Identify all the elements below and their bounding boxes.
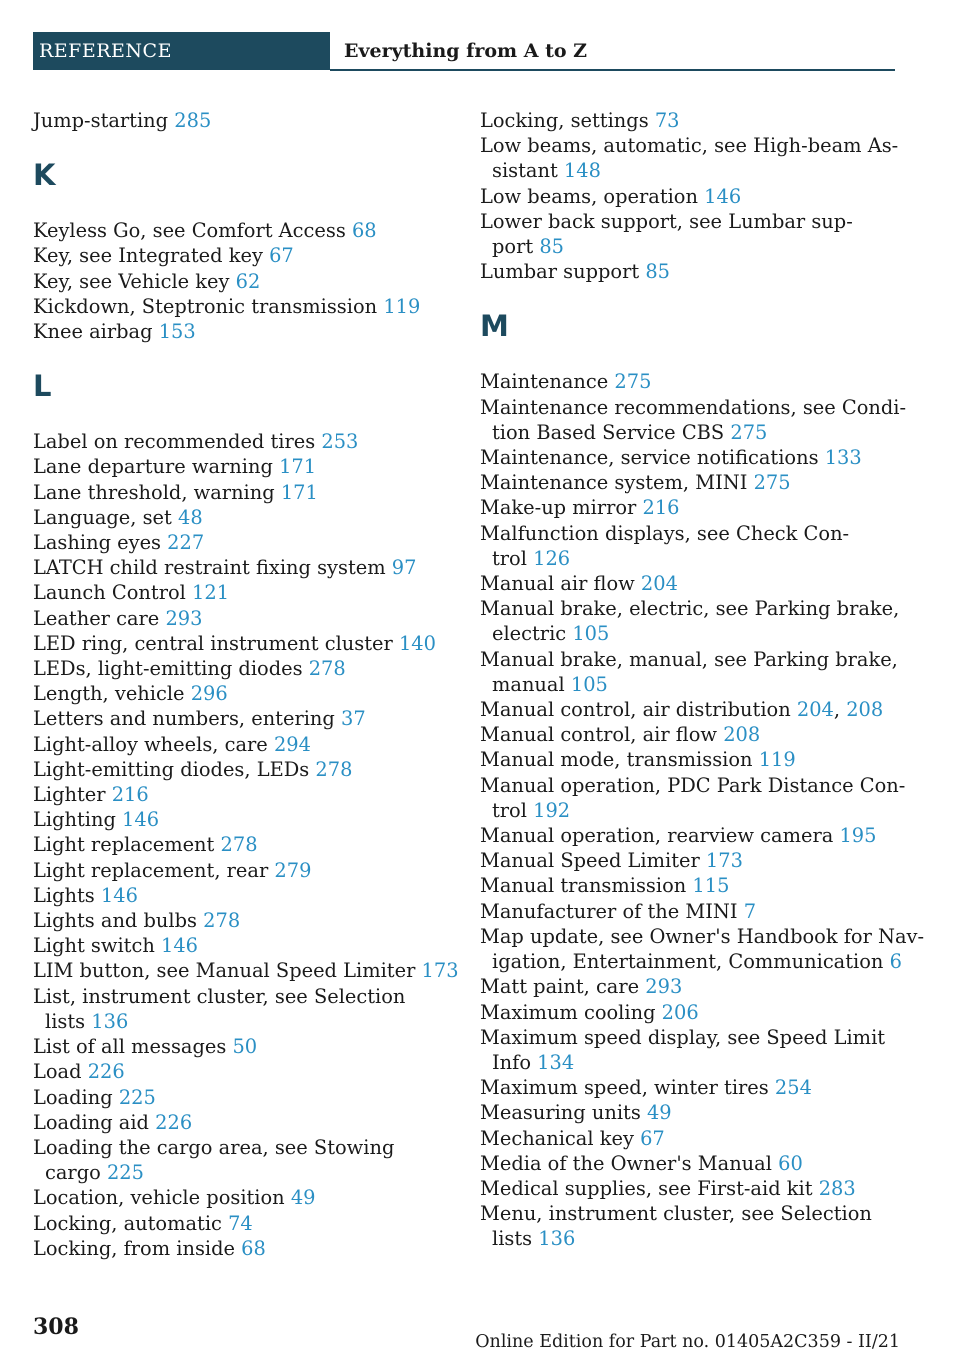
index-letter-heading: L: [33, 369, 52, 404]
index-entry: [480, 369, 900, 394]
index-entry-text: LATCH child restraint fixing system: [33, 556, 386, 580]
index-entry-text: Medical supplies, see First-aid kit: [480, 1176, 813, 1200]
index-entry: [33, 580, 463, 605]
index-entry: [33, 1236, 463, 1261]
page-number: 308: [33, 1314, 79, 1340]
page-reference-link[interactable]: 68: [241, 1236, 266, 1260]
index-entry-text: Manufacturer of the MINI: [480, 899, 738, 923]
page-reference-link[interactable]: 225: [106, 1161, 144, 1185]
page-reference-link[interactable]: 171: [279, 455, 317, 479]
index-entry-text: Locking, automatic: [33, 1211, 222, 1235]
index-entry: [480, 848, 900, 873]
page-reference-link[interactable]: 49: [646, 1101, 672, 1125]
index-entry: [33, 1135, 463, 1185]
index-entry: [33, 631, 463, 656]
page-reference-link[interactable]: 105: [572, 622, 610, 646]
index-entry: [33, 1211, 463, 1236]
page-reference-link[interactable]: 48: [178, 505, 203, 529]
index-entry: [480, 259, 900, 284]
index-entry-text: Maintenance, service notifications: [480, 446, 819, 470]
page-reference-link[interactable]: 115: [692, 874, 730, 898]
index-entry: [480, 773, 906, 823]
page-reference-link[interactable]: 226: [155, 1110, 193, 1134]
page-reference-link[interactable]: 294: [273, 732, 311, 756]
index-letter-heading: M: [480, 309, 509, 344]
index-entry-text: Jump-starting: [33, 109, 169, 132]
page-reference-link[interactable]: 6: [889, 950, 902, 974]
index-entry-text: Kickdown, Steptronic transmission: [33, 294, 378, 318]
index-entry: [33, 757, 463, 782]
index-entry: [33, 706, 463, 731]
index-entry-text: Lights: [33, 883, 95, 907]
page-reference-link[interactable]: 278: [308, 657, 346, 681]
page-reference-link[interactable]: 208: [723, 723, 761, 747]
page-reference-link[interactable]: 278: [220, 833, 258, 857]
page-reference-link[interactable]: 7: [743, 899, 757, 923]
page-reference-link[interactable]: 253: [321, 430, 359, 454]
index-entry-text: LIM button, see Manual Speed Limiter: [33, 959, 416, 983]
page-reference-link[interactable]: 85: [645, 260, 671, 284]
index-entry: [480, 495, 900, 520]
index-entry-text: trol: [492, 546, 527, 570]
index-entry-text: Location, vehicle position: [33, 1186, 285, 1210]
page-reference-link[interactable]: 146: [704, 184, 742, 208]
index-entry: [33, 883, 463, 908]
index-entry-text: Loading: [33, 1085, 113, 1109]
index-entry-text: electric: [492, 622, 567, 646]
index-entry-text: Light replacement, rear: [33, 858, 269, 882]
index-entry: [480, 1075, 900, 1100]
index-entry-text: List, instrument cluster, see Selection: [33, 984, 406, 1008]
index-entry-text: Lumbar support: [480, 260, 640, 284]
index-entry-text: Manual operation, rearview camera: [480, 824, 834, 848]
index-entry-text: Manual transmission: [480, 874, 687, 898]
index-entry: [33, 1059, 463, 1084]
index-entry: [33, 218, 463, 243]
index-entry-text: Lane departure warning: [33, 455, 273, 479]
index-entry-text: Keyless Go, see Comfort Access: [33, 219, 346, 243]
index-entry: [480, 1151, 900, 1176]
index-entry: [480, 747, 900, 772]
page-reference-link[interactable]: 293: [165, 606, 203, 630]
index-letter-heading: K: [33, 158, 56, 193]
index-entry: [480, 1126, 900, 1151]
page-reference-link[interactable]: 121: [192, 581, 230, 605]
index-entry: [480, 823, 900, 848]
index-entry: [480, 722, 900, 747]
index-entry: [33, 807, 463, 832]
page-reference-link[interactable]: 148: [563, 159, 601, 183]
index-entry-text: Manual brake, electric, see Parking brake,: [480, 597, 900, 621]
page-reference-link[interactable]: 119: [758, 748, 796, 772]
page-reference-link[interactable]: 73: [654, 109, 680, 132]
page-reference-link[interactable]: 226: [87, 1060, 125, 1084]
index-entry: [480, 1000, 900, 1025]
index-entry-text: LED ring, central instrument cluster: [33, 631, 393, 655]
page-reference-link[interactable]: 62: [235, 269, 261, 293]
header-rule: [330, 69, 895, 71]
page-reference-link[interactable]: 275: [730, 420, 768, 444]
index-entry-text: Measuring units: [480, 1101, 641, 1125]
page-reference-link[interactable]: 97: [391, 556, 417, 580]
page-reference-link[interactable]: 206: [661, 1000, 699, 1024]
index-entry-text: Maintenance system, MINI: [480, 471, 748, 495]
index-entry: [33, 429, 463, 454]
index-entry: [480, 596, 900, 646]
index-entry: [33, 606, 463, 631]
index-entry-text: port: [492, 235, 534, 259]
index-entry-text: Key, see Vehicle key: [33, 269, 230, 293]
index-entry-text: Lighting: [33, 808, 116, 832]
index-entry-text: tion Based Service CBS: [492, 420, 725, 444]
index-entry-text: Manual air flow: [480, 572, 635, 596]
page-reference-link[interactable]: 68: [351, 219, 377, 243]
index-entry-text: Maintenance recommendations, see Condi-: [480, 395, 907, 419]
index-entry-text: Map update, see Owner's Handbook for Nav-: [480, 924, 925, 948]
index-entry-text: Manual control, air distribution: [480, 698, 791, 722]
page-reference-link[interactable]: 49: [290, 1186, 316, 1210]
index-entry: [480, 184, 900, 209]
index-entry: [33, 1034, 463, 1059]
index-entry-text: Light-alloy wheels, care: [33, 732, 268, 756]
index-entry: [33, 294, 463, 319]
index-entry: [480, 521, 900, 571]
index-entry: [33, 984, 463, 1034]
index-entry: [33, 269, 463, 294]
page-reference-link[interactable]: 140: [398, 631, 436, 655]
index-entry: [480, 974, 900, 999]
page-reference-link[interactable]: 50: [232, 1035, 258, 1059]
footer-edition: Online Edition for Part no. 01405A2C359 - II/21: [475, 1332, 900, 1352]
index-entry-text: Low beams, operation: [480, 184, 698, 208]
index-entry: [33, 908, 463, 933]
page-reference-link[interactable]: 146: [161, 934, 199, 958]
index-entry: [480, 899, 900, 924]
index-entry: [480, 924, 925, 974]
index-entry-text: trol: [492, 798, 527, 822]
page-reference-link[interactable]: 133: [824, 446, 862, 470]
index-entry-text: Maintenance: [480, 370, 609, 394]
index-entry: [33, 505, 463, 530]
index-entry-text: Load: [33, 1060, 82, 1084]
index-entry: Manual control, air distribution 204, 208: [480, 698, 884, 722]
index-entry: [480, 1100, 900, 1125]
page-reference-link[interactable]: 275: [614, 370, 652, 394]
index-entry-text: Malfunction displays, see Check Con-: [480, 521, 850, 545]
index-entry: [480, 1176, 900, 1201]
index-entry-text: cargo: [45, 1161, 101, 1185]
page-reference-link[interactable]: 204: [640, 572, 678, 596]
page-reference-link[interactable]: 227: [167, 531, 205, 555]
index-entry-text: Lower back support, see Lumbar sup-: [480, 209, 853, 233]
index-entry-text: Letters and numbers, entering: [33, 707, 335, 731]
page-reference-link[interactable]: 254: [774, 1076, 812, 1100]
page-reference-link[interactable]: 192: [533, 798, 571, 822]
index-entry-text: Lights and bulbs: [33, 909, 197, 933]
index-entry-text: Light replacement: [33, 833, 215, 857]
index-entry: [33, 1110, 463, 1135]
index-entry-text: Light-emitting diodes, LEDs: [33, 757, 310, 781]
page-reference-link[interactable]: 105: [570, 672, 608, 696]
index-entry: [480, 1201, 900, 1251]
index-entry: [33, 319, 463, 344]
index-entry: [33, 243, 463, 268]
index-entry-text: LEDs, light-emitting diodes: [33, 657, 303, 681]
index-entry: [33, 555, 463, 580]
index-entry-text: Info: [492, 1050, 531, 1074]
index-entry: [33, 1085, 463, 1110]
index-entry: [480, 873, 900, 898]
index-entry: [33, 530, 463, 555]
page-reference-link[interactable]: 173: [421, 959, 459, 983]
index-entry-text: Leather care: [33, 606, 160, 630]
index-entry-text: Maximum speed, winter tires: [480, 1076, 769, 1100]
page-reference-link[interactable]: 146: [122, 808, 160, 832]
index-entry-text: Media of the Owner's Manual: [480, 1151, 772, 1175]
page-reference-link[interactable]: 204: [796, 698, 834, 722]
index-entry: [480, 395, 907, 445]
page-reference-link[interactable]: 37: [341, 707, 366, 731]
page-reference-link[interactable]: 173: [705, 849, 743, 873]
page-reference-link[interactable]: 275: [753, 471, 791, 495]
index-entry-text: Key, see Integrated key: [33, 244, 263, 268]
page-reference-link[interactable]: 279: [274, 858, 312, 882]
index-entry: [480, 108, 900, 133]
page-reference-link[interactable]: 136: [91, 1009, 129, 1033]
index-entry-text: Manual control, air flow: [480, 723, 718, 747]
index-entry-text: Locking, settings: [480, 109, 649, 132]
index-entry-text: Manual operation, PDC Park Distance Con-: [480, 773, 906, 797]
index-entry: [480, 571, 900, 596]
index-entry-text: Lighter: [33, 783, 106, 807]
page-reference-link[interactable]: 153: [158, 320, 196, 344]
index-entry-text: manual: [492, 672, 565, 696]
index-entry-text: Lane threshold, warning: [33, 480, 275, 504]
index-entry-text: lists: [45, 1009, 86, 1033]
page-reference-link[interactable]: 283: [818, 1176, 856, 1200]
index-entry-text: List of all messages: [33, 1035, 227, 1059]
index-entry: [33, 1185, 463, 1210]
index-entry-text: Manual mode, transmission: [480, 748, 753, 772]
index-entry-text: Low beams, automatic, see High-beam As-: [480, 134, 899, 158]
index-entry: [480, 1025, 900, 1075]
page-reference-link[interactable]: 225: [118, 1085, 156, 1109]
index-entry-text: Locking, from inside: [33, 1236, 235, 1260]
index-entry-text: Maximum speed display, see Speed Limit: [480, 1025, 886, 1049]
chapter-title: Everything from A to Z: [344, 40, 588, 62]
index-entry: [33, 858, 463, 883]
index-entry: [480, 209, 900, 259]
index-column-left: [33, 108, 463, 1261]
index-entry-text: Label on recommended tires: [33, 430, 316, 454]
page-reference-link[interactable]: 171: [280, 480, 318, 504]
index-entry: [480, 445, 900, 470]
page-reference-link[interactable]: 146: [100, 883, 138, 907]
index-entry: [33, 656, 463, 681]
index-entry: [33, 732, 463, 757]
page-reference-link[interactable]: 126: [533, 546, 571, 570]
index-entry: [33, 958, 463, 983]
page-reference-link[interactable]: 216: [642, 496, 680, 520]
index-entry: [33, 480, 463, 505]
page-reference-link[interactable]: 195: [839, 824, 877, 848]
index-column-right: [480, 108, 925, 1252]
index-entry-text: Manual brake, manual, see Parking brake,: [480, 647, 898, 671]
page-reference-link[interactable]: 119: [383, 294, 421, 318]
index-entry: [480, 133, 900, 183]
index-entry: [33, 108, 463, 133]
index-entry-text: igation, Entertainment, Communication: [492, 950, 884, 974]
page-reference-link[interactable]: 134: [537, 1050, 575, 1074]
index-entry-text: Make-up mirror: [480, 496, 637, 520]
index-entry: [33, 681, 463, 706]
page-reference-link[interactable]: 296: [190, 682, 228, 706]
index-entry-text: sistant: [492, 159, 558, 183]
index-entry: [480, 470, 900, 495]
index-entry-text: Launch Control: [33, 581, 186, 605]
index-entry-text: Knee airbag: [33, 320, 153, 344]
page-reference-link[interactable]: 67: [640, 1126, 665, 1150]
index-entry-text: Maximum cooling: [480, 1000, 656, 1024]
index-entry-text: Menu, instrument cluster, see Selection: [480, 1202, 872, 1226]
index-entry-text: lists: [492, 1227, 533, 1251]
index-entry-text: Light switch: [33, 934, 155, 958]
index-entry: [33, 832, 463, 857]
index-entry: [33, 454, 463, 479]
page-reference-link[interactable]: 278: [203, 909, 241, 933]
index-entry-text: Loading the cargo area, see Stowing: [33, 1135, 395, 1159]
page-reference-link[interactable]: 60: [778, 1151, 803, 1175]
index-entry: [33, 933, 463, 958]
section-label: REFERENCE: [33, 32, 330, 70]
index-entry-text: Matt paint, care: [480, 975, 640, 999]
index-entry-text: Mechanical key: [480, 1126, 634, 1150]
index-entry-text: Length, vehicle: [33, 682, 185, 706]
index-entry-text: Lashing eyes: [33, 531, 161, 555]
page-reference-link[interactable]: 136: [538, 1227, 576, 1251]
page-header: [33, 32, 895, 72]
index-entry: [33, 782, 463, 807]
page-reference-link[interactable]: 285: [174, 109, 212, 132]
page-reference-link[interactable]: 208: [846, 698, 884, 722]
index-entry-text: Loading aid: [33, 1110, 149, 1134]
index-entry: [480, 647, 900, 697]
index-entry-text: Manual Speed Limiter: [480, 849, 700, 873]
page-reference-link[interactable]: 278: [315, 757, 353, 781]
index-entry-text: Language, set: [33, 505, 172, 529]
page-reference-link[interactable]: 74: [228, 1211, 253, 1235]
page-reference-link[interactable]: 67: [269, 244, 294, 268]
page-reference-link[interactable]: 85: [539, 235, 565, 259]
page-reference-link[interactable]: 293: [645, 975, 683, 999]
page-reference-link[interactable]: 216: [111, 783, 149, 807]
